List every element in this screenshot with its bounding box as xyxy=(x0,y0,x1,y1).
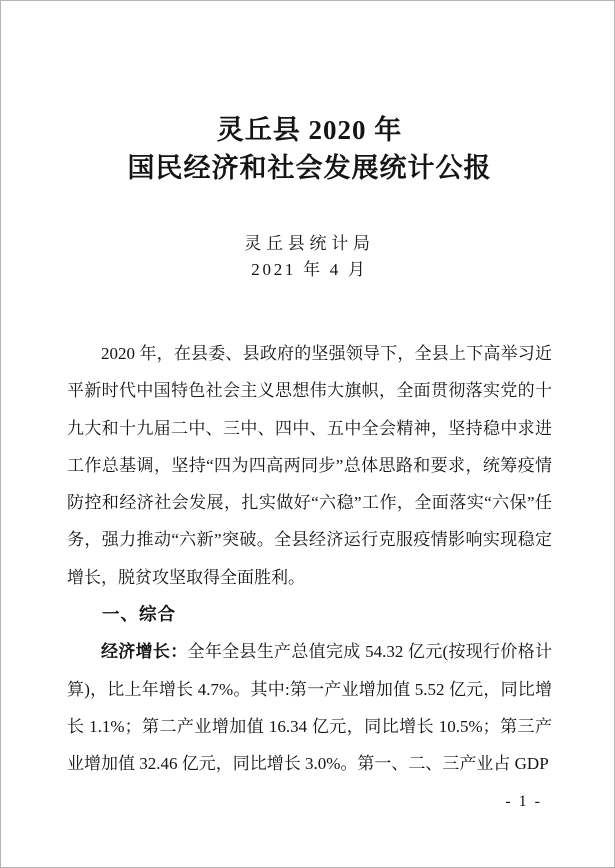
document-title xyxy=(67,111,552,187)
economic-growth-lead-in: 经济增长： xyxy=(101,642,188,662)
document-author: 灵丘县统计局 xyxy=(244,234,375,253)
intro-paragraph: 2020 年，在县委、县政府的坚强领导下，全县上下高举习近平新时代中国特色社会主义思想伟大旗帜，全面贯彻落实党的十九大和十九届二中、三中、四中、五中全会精神，坚持稳中求进工作总基调，坚持“四为四高两同步”总体思路和要求，统筹疫情防控和经济社会发展，扎实做好“六稳”工作，全面落实“六保”任务，强力推动“六新”突破。全县经济运行克服疫情影响实现稳定增长，脱贫攻坚取得全面胜利。 xyxy=(67,344,552,587)
document-date: 2021 年 4 月 xyxy=(251,260,368,279)
document-title-line1: 灵丘县 2020 年 xyxy=(216,115,403,145)
page-number: - 1 - xyxy=(505,793,542,810)
document-title-line2: 国民经济和社会发展统计公报 xyxy=(127,153,492,183)
document-content xyxy=(1,111,614,783)
section-heading-overview: 一、综合 xyxy=(102,604,176,625)
economic-growth-paragraph xyxy=(67,633,552,782)
economic-growth-text: 全年全县生产总值完成 54.32 亿元(按现行价格计算)，比上年增长 4.7%。其中:第一产业增加值 5.52 亿元，同比增长 1.1%；第二产业增加值 16.34 亿元，同比增长 10.5%；第三产业增加值 32.46 亿元，同比增长 3.0%。第一、二、三产业占 GDP xyxy=(67,642,552,774)
